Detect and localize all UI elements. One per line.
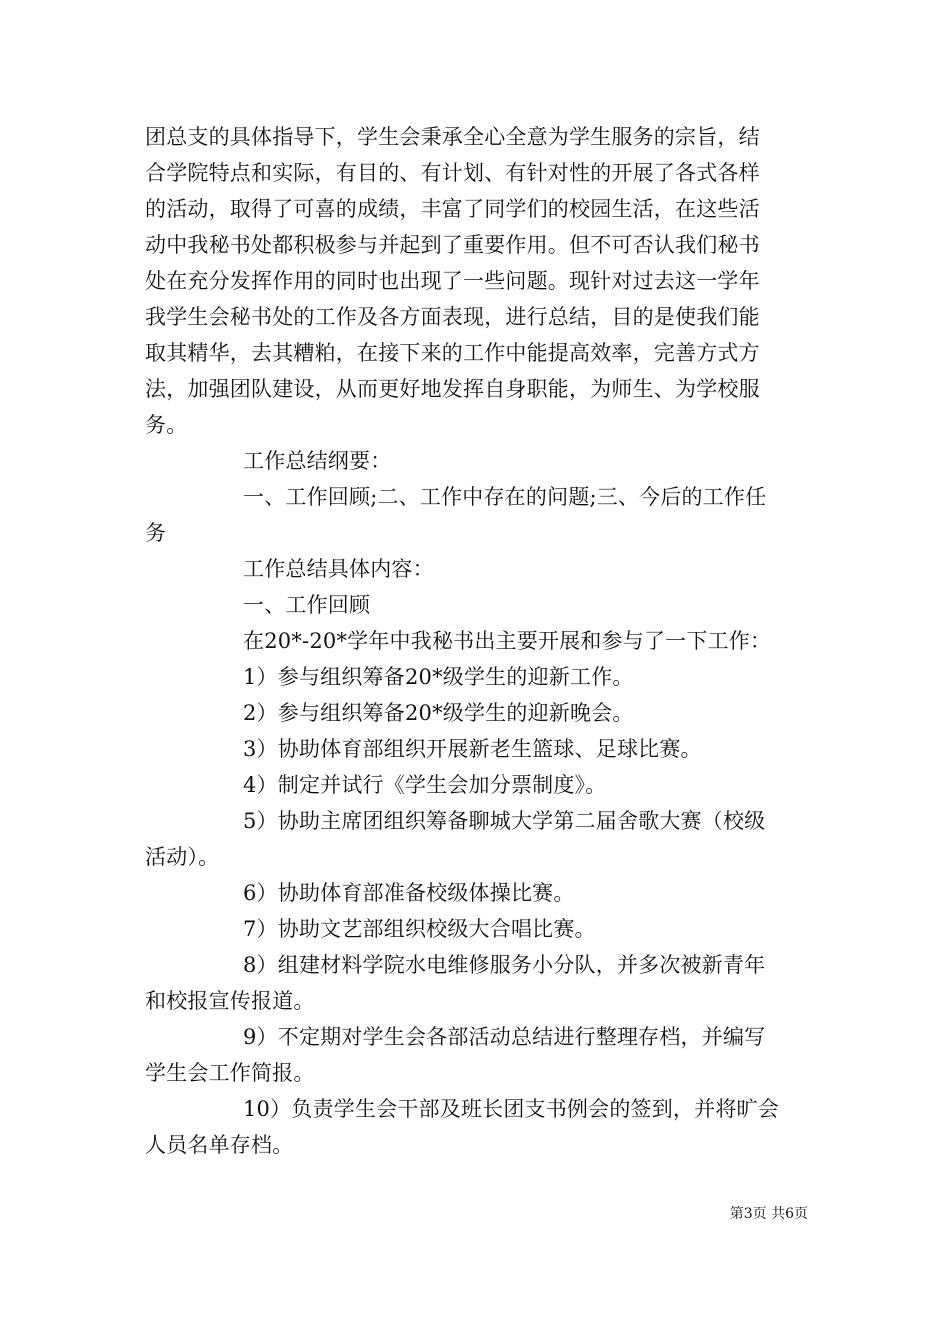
list-item [145, 659, 817, 695]
page-total: 6 [785, 1206, 794, 1222]
section-intro: 在20*-20*学年中我秘书出主要开展和参与了一下工作： [243, 629, 772, 653]
intro-line: 团总支的具体指导下，学生会秉承全心全意为学生服务的宗旨，结 [145, 125, 760, 149]
intro-line: 取其精华，去其糟粕，在接下来的工作中能提高效率，完善方式方 [145, 341, 760, 365]
list-item [145, 731, 817, 767]
intro-line: 法，加强团队建设，从而更好地发挥自身职能，为师生、为学校服 [145, 377, 760, 401]
list-item-line: 7）协助文艺部组织校级大合唱比赛。 [243, 917, 596, 941]
intro-line: 务。 [145, 413, 188, 437]
list-item-line: 1）参与组织筹备20*级学生的迎新工作。 [243, 665, 634, 689]
list-item-line: 2）参与组织筹备20*级学生的迎新晚会。 [243, 701, 634, 725]
outline-paragraph [145, 479, 817, 551]
list-item [145, 911, 817, 947]
page-suffix: 页 [794, 1206, 808, 1222]
page-mid: 页 共 [752, 1206, 786, 1222]
list-item [145, 1019, 817, 1091]
list-item-line: 学生会工作简报。 [145, 1061, 315, 1085]
list-item-line: 8）组建材料学院水电维修服务小分队，并多次被新青年 [243, 953, 766, 977]
list-item [145, 875, 817, 911]
intro-line: 我学生会秘书处的工作及各方面表现，进行总结，目的是使我们能 [145, 305, 760, 329]
outline-line: 一、工作回顾;二、工作中存在的问题;三、今后的工作任 [243, 485, 767, 509]
list-item-line: 10）负责学生会干部及班长团支书例会的签到，并将旷会 [243, 1097, 779, 1121]
list-item-line: 5）协助主席团组织筹备聊城大学第二届舍歌大赛（校级 [243, 809, 766, 833]
list-item [145, 695, 817, 731]
document-body [145, 119, 817, 1163]
page-label: 第 [729, 1206, 744, 1222]
work-list [145, 659, 817, 1163]
page-current: 3 [743, 1206, 753, 1222]
list-item-line: 活动）。 [145, 845, 220, 869]
outline-heading: 工作总结纲要： [243, 449, 392, 473]
content-heading: 工作总结具体内容： [243, 557, 434, 581]
outline-line: 务 [145, 521, 167, 545]
intro-line: 动中我秘书处都积极参与并起到了重要作用。但不可否认我们秘书 [145, 233, 760, 257]
list-item-line: 人员名单存档。 [145, 1133, 294, 1157]
list-item-line: 9）不定期对学生会各部活动总结进行整理存档，并编写 [243, 1025, 766, 1049]
list-item-line: 4）制定并试行《学生会加分票制度》。 [243, 773, 607, 797]
page-number [730, 1201, 808, 1227]
list-item [145, 1091, 817, 1163]
list-item [145, 947, 817, 1019]
page-footer [0, 1201, 950, 1227]
list-item [145, 767, 817, 803]
intro-paragraph [145, 119, 817, 443]
list-item-line: 6）协助体育部准备校级体操比赛。 [243, 881, 575, 905]
list-item-line: 和校报宣传报道。 [145, 989, 315, 1013]
list-item [145, 803, 817, 875]
intro-line: 处在充分发挥作用的同时也出现了一些问题。现针对过去这一学年 [145, 269, 760, 293]
list-item-line: 3）协助体育部组织开展新老生篮球、足球比赛。 [243, 737, 702, 761]
intro-line: 合学院特点和实际，有目的、有计划、有针对性的开展了各式各样 [145, 161, 760, 185]
intro-line: 的活动，取得了可喜的成绩，丰富了同学们的校园生活，在这些活 [145, 197, 760, 221]
section-heading: 一、工作回顾 [243, 593, 371, 617]
